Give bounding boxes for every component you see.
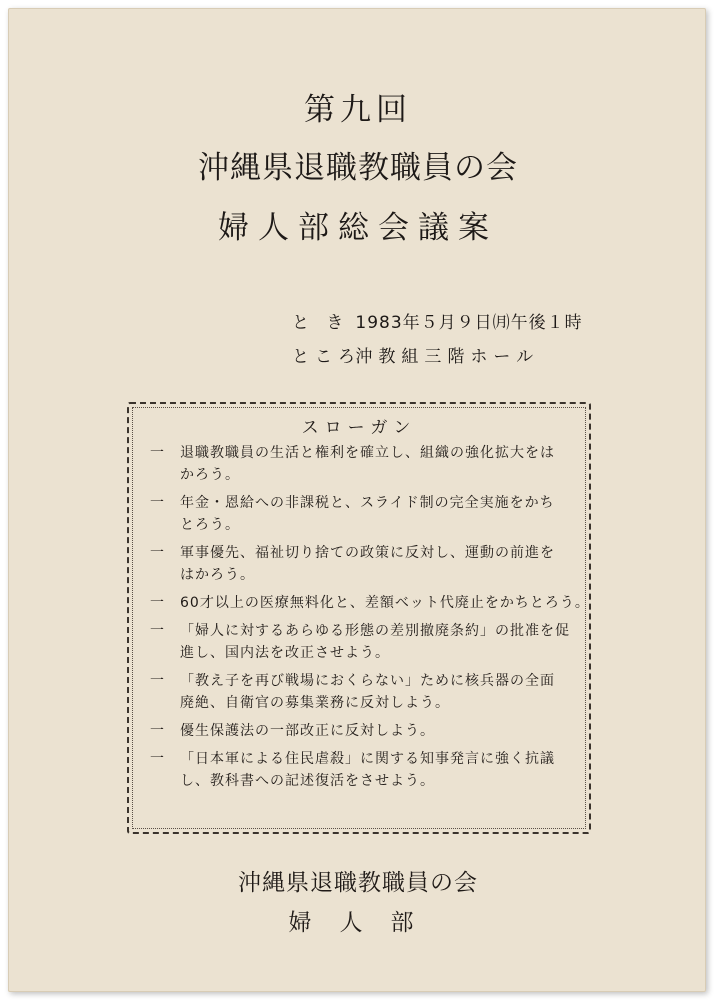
slogan-bullet: 一 — [150, 545, 165, 561]
slogan-item — [146, 720, 576, 742]
slogan-item — [146, 620, 576, 664]
slogan-line: とろう。 — [180, 517, 240, 533]
slogan-line: 進し、国内法を改正させよう。 — [180, 645, 390, 661]
place-row — [292, 345, 539, 369]
date-row — [292, 311, 583, 335]
slogan-line: 60才以上の医療無料化と、差額ベット代廃止をかちとろう。 — [180, 595, 590, 611]
date-value: 1983年５月９日㈪午後１時 — [355, 313, 583, 333]
footer-department: 婦人部 — [288, 910, 442, 936]
slogan-bullet: 一 — [150, 495, 165, 511]
slogan-bullet: 一 — [150, 623, 165, 639]
slogan-item — [146, 592, 590, 614]
slogan-heading: スローガン — [301, 418, 417, 438]
slogan-bullet: 一 — [150, 445, 165, 461]
date-label: と き — [292, 313, 350, 333]
slogan-item — [146, 748, 576, 792]
organization-title: 沖縄県退職教職員の会 — [198, 150, 518, 186]
place-value: 沖教組三階ホール — [355, 347, 540, 367]
slogan-bullet: 一 — [150, 723, 165, 739]
slogan-line: はかろう。 — [180, 567, 255, 583]
place-label: ところ — [292, 347, 361, 367]
slogan-bullet: 一 — [150, 751, 165, 767]
slogan-item — [146, 442, 576, 486]
slogan-line: し、教科書への記述復活をさせよう。 — [180, 773, 435, 789]
slogan-bullet: 一 — [150, 673, 165, 689]
slogan-line: 「日本軍による住民虐殺」に関する知事発言に強く抗議 — [180, 751, 555, 767]
session-number: 第九回 — [304, 92, 412, 128]
slogan-item — [146, 670, 576, 714]
slogan-item — [146, 492, 576, 536]
slogan-line: 「婦人に対するあらゆる形態の差別撤廃条約」の批准を促 — [180, 623, 570, 639]
slogan-line: 年金・恩給への非課税と、スライド制の完全実施をかち — [180, 495, 555, 511]
slogan-bullet: 一 — [150, 595, 165, 611]
slogan-line: 退職教職員の生活と権利を確立し、組織の強化拡大をは — [180, 445, 555, 461]
slogan-list — [146, 442, 590, 798]
footer-organization: 沖縄県退職教職員の会 — [238, 870, 478, 896]
slogan-line: 廃絶、自衛官の募集業務に反対しよう。 — [180, 695, 450, 711]
slogan-line: 軍事優先、福祉切り捨ての政策に反対し、運動の前進を — [180, 545, 555, 561]
slogan-item — [146, 542, 576, 586]
slogan-line: かろう。 — [180, 467, 240, 483]
slogan-line: 「教え子を再び戦場におくらない」ために核兵器の全面 — [180, 673, 555, 689]
slogan-line: 優生保護法の一部改正に反対しよう。 — [180, 723, 435, 739]
document-title: 婦人部総会議案 — [218, 210, 498, 246]
